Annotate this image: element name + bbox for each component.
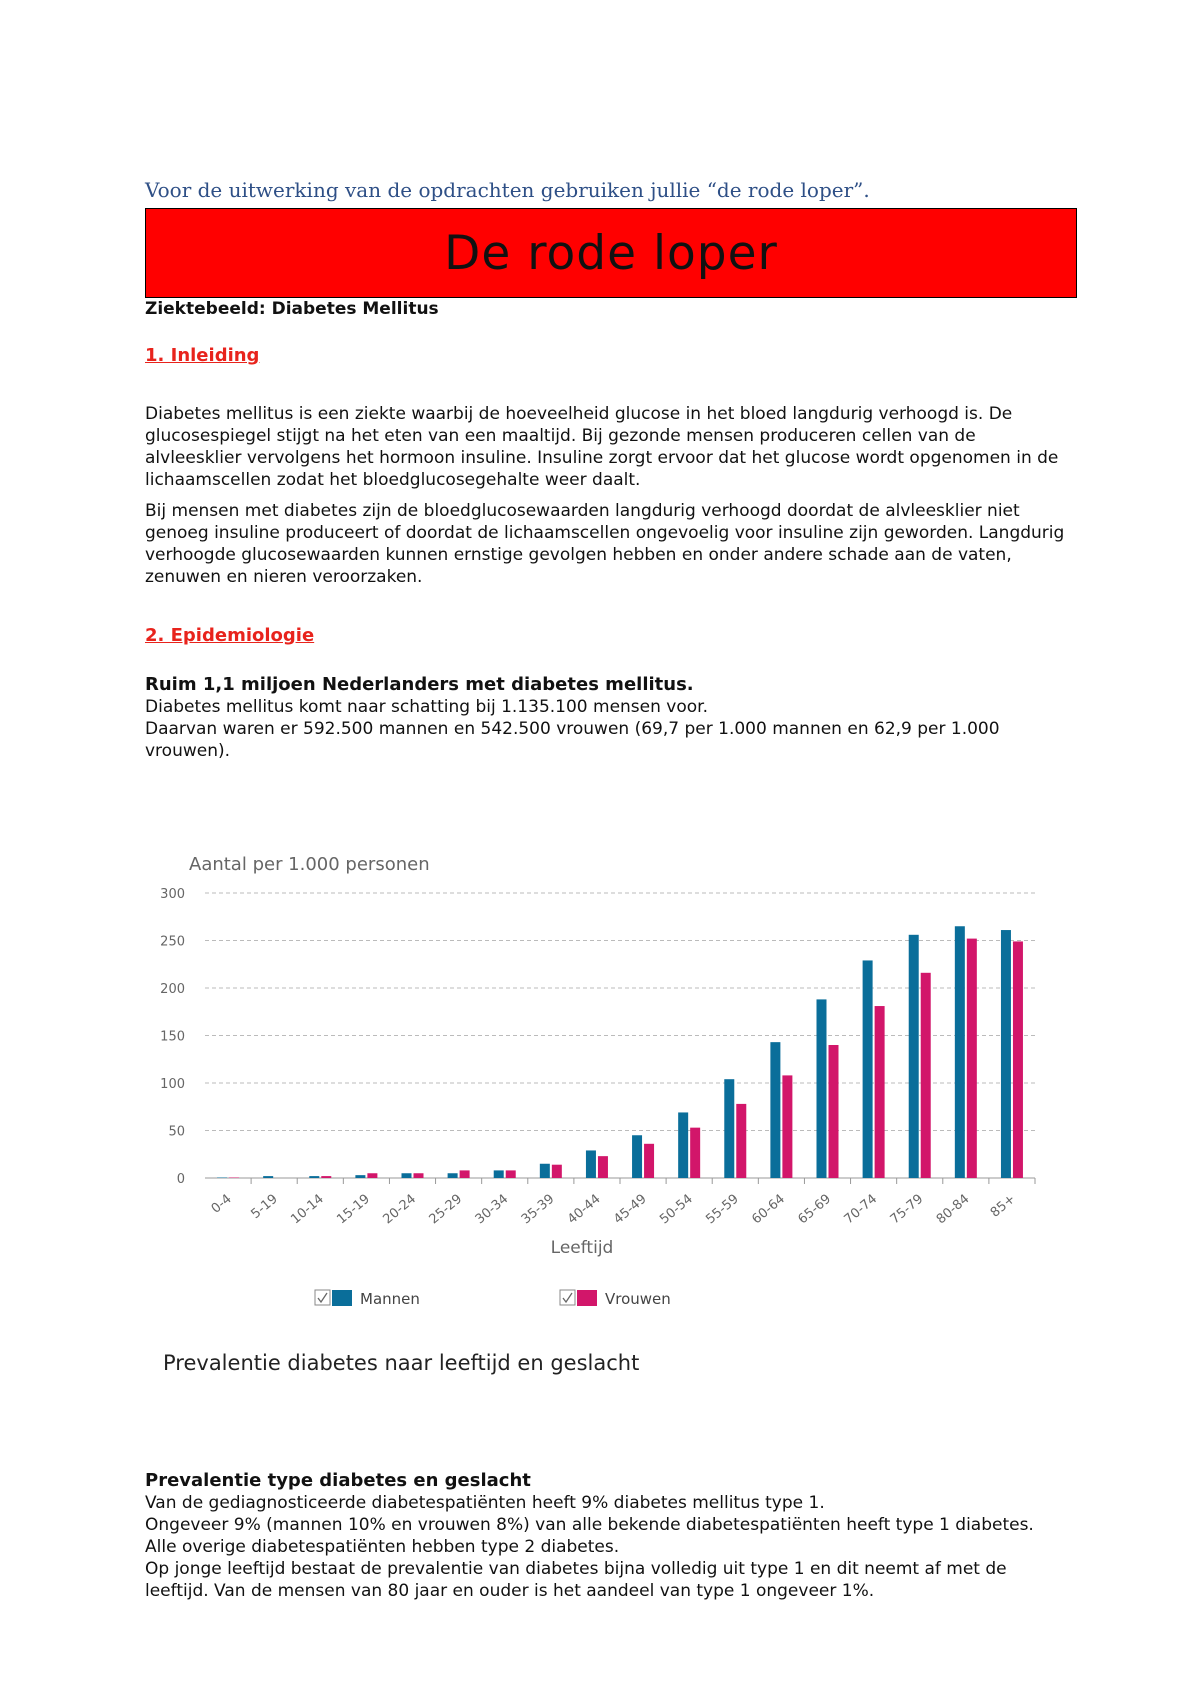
x-tick-label: 20-24 — [380, 1191, 420, 1228]
legend-checkbox — [560, 1290, 575, 1305]
chart-x-axis-label: Leeftijd — [550, 1238, 614, 1258]
y-tick-label: 100 — [160, 1077, 185, 1092]
bar-mannen — [263, 1176, 273, 1178]
bar-vrouwen — [1013, 941, 1023, 1178]
bar-mannen — [309, 1176, 319, 1178]
bar-mannen — [448, 1173, 458, 1178]
x-tick-label: 10-14 — [288, 1191, 327, 1228]
type-prevalence-block — [145, 1470, 1065, 1602]
bar-vrouwen — [921, 973, 931, 1178]
bar-vrouwen — [875, 1006, 885, 1178]
chart-title: Aantal per 1.000 personen — [189, 854, 430, 875]
type-prevalence-headline: Prevalentie type diabetes en geslacht — [145, 1470, 531, 1491]
bar-vrouwen — [690, 1128, 700, 1178]
type-prevalence-line-2: Ongeveer 9% (mannen 10% en vrouwen 8%) van alle bekende diabetespatiënten heeft type 1 diabetes. Alle overige diabetespatiënten hebben type 2 diabetes. — [145, 1515, 1034, 1557]
x-tick-label: 35-39 — [518, 1191, 558, 1228]
bar-vrouwen — [367, 1173, 377, 1178]
legend-swatch — [332, 1290, 352, 1306]
chart-y-ticks — [160, 887, 185, 1187]
x-tick-label: 55-59 — [703, 1191, 742, 1228]
y-tick-label: 50 — [168, 1124, 185, 1140]
x-tick-label: 15-19 — [334, 1191, 373, 1228]
bar-mannen — [724, 1079, 734, 1178]
bar-mannen — [355, 1175, 365, 1178]
x-tick-label: 5-19 — [248, 1191, 281, 1223]
bar-mannen — [817, 999, 827, 1178]
chart-bars — [217, 926, 1023, 1178]
legend-label: Vrouwen — [605, 1290, 671, 1308]
bar-vrouwen — [644, 1144, 654, 1178]
title-banner — [145, 208, 1077, 298]
bar-mannen — [770, 1042, 780, 1178]
legend-swatch — [577, 1290, 597, 1306]
intro-line: Voor de uitwerking van de opdrachten gebruiken jullie “de rode loper”. — [145, 178, 870, 202]
bar-vrouwen — [552, 1165, 562, 1178]
y-tick-label: 150 — [160, 1029, 185, 1045]
bar-vrouwen — [460, 1170, 470, 1178]
bar-mannen — [863, 960, 873, 1178]
epidemiologie-line-2: Daarvan waren er 592.500 mannen en 542.500 vrouwen (69,7 per 1.000 mannen en 62,9 per 1.000 vrouwen). — [145, 719, 1000, 761]
legend-label: Mannen — [360, 1290, 420, 1308]
x-tick-label: 85+ — [987, 1191, 1019, 1221]
bar-vrouwen — [598, 1156, 608, 1178]
bar-mannen — [909, 935, 919, 1178]
x-tick-label: 25-29 — [426, 1191, 466, 1228]
section-heading-inleiding: 1. Inleiding — [145, 345, 260, 366]
inleiding-paragraph-1: Diabetes mellitus is een ziekte waarbij de hoeveelheid glucose in het bloed langdurig verhoogd is. De glucosespiegel stijgt na het eten van een maaltijd. Bij gezonde mensen produceren cellen van de alvleesklier vervolgens het hormoon insuline. Insuline zorgt ervoor dat het glucose wordt opgenomen in de lichaamscellen zodat het bloedglucosegehalte weer daalt. — [145, 404, 1059, 490]
bar-vrouwen — [829, 1045, 839, 1178]
banner-title: De rode loper — [444, 225, 778, 281]
x-tick-label: 70-74 — [841, 1191, 881, 1228]
chart-legend — [315, 1290, 671, 1308]
bar-mannen — [402, 1173, 412, 1178]
epidemiologie-line-1: Diabetes mellitus komt naar schatting bij 1.135.100 mensen voor. — [145, 697, 708, 717]
bar-mannen — [586, 1150, 596, 1178]
bar-mannen — [955, 926, 965, 1178]
y-tick-label: 200 — [160, 982, 185, 997]
prevalence-bar-chart — [155, 848, 1055, 1388]
y-tick-label: 300 — [160, 887, 185, 902]
x-tick-label: 65-69 — [795, 1191, 835, 1228]
y-tick-label: 250 — [160, 934, 185, 950]
bar-mannen — [494, 1170, 504, 1178]
bar-vrouwen — [967, 939, 977, 1178]
x-tick-label: 0-4 — [208, 1191, 235, 1217]
x-tick-label: 50-54 — [657, 1191, 696, 1228]
bar-mannen — [678, 1112, 688, 1178]
bar-vrouwen — [321, 1176, 331, 1178]
bar-vrouwen — [736, 1104, 746, 1178]
bar-mannen — [632, 1135, 642, 1178]
x-tick-label: 45-49 — [611, 1191, 650, 1228]
legend-checkbox — [315, 1290, 330, 1305]
epidemiologie-headline: Ruim 1,1 miljoen Nederlanders met diabetes mellitus. — [145, 674, 694, 695]
type-prevalence-line-3: Op jonge leeftijd bestaat de prevalentie van diabetes bijna volledig uit type 1 en dit neemt af met de leeftijd. Van de mensen van 80 jaar en ouder is het aandeel van type 1 ongeveer 1%. — [145, 1559, 1007, 1601]
type-prevalence-line-1: Van de gediagnosticeerde diabetespatiënten heeft 9% diabetes mellitus type 1. — [145, 1493, 825, 1513]
bar-mannen — [1001, 930, 1011, 1178]
disease-subtitle: Ziektebeeld: Diabetes Mellitus — [145, 299, 439, 319]
bar-vrouwen — [414, 1173, 424, 1178]
y-tick-label: 0 — [176, 1172, 185, 1187]
epidemiologie-block — [145, 674, 1065, 762]
inleiding-paragraph-2: Bij mensen met diabetes zijn de bloedglucosewaarden langdurig verhoogd doordat de alvleesklier niet genoeg insuline produceert of doordat de lichaamscellen ongevoelig voor insuline zijn geworden. Langdurig verhoogde glucosewaarden kunnen ernstige gevolgen hebben en onder andere schade aan de vaten, zenuwen en nieren veroorzaken. — [145, 501, 1065, 587]
section-heading-epidemiologie: 2. Epidemiologie — [145, 625, 315, 646]
chart-x-ticks — [209, 1178, 1035, 1227]
x-tick-label: 40-44 — [564, 1191, 604, 1228]
x-tick-label: 75-79 — [887, 1191, 927, 1228]
bar-vrouwen — [782, 1075, 792, 1178]
bar-mannen — [540, 1164, 550, 1178]
chart-caption: Prevalentie diabetes naar leeftijd en geslacht — [163, 1351, 640, 1375]
bar-vrouwen — [506, 1170, 516, 1178]
x-tick-label: 80-84 — [933, 1191, 973, 1228]
x-tick-label: 60-64 — [749, 1191, 788, 1228]
x-tick-label: 30-34 — [472, 1191, 512, 1228]
